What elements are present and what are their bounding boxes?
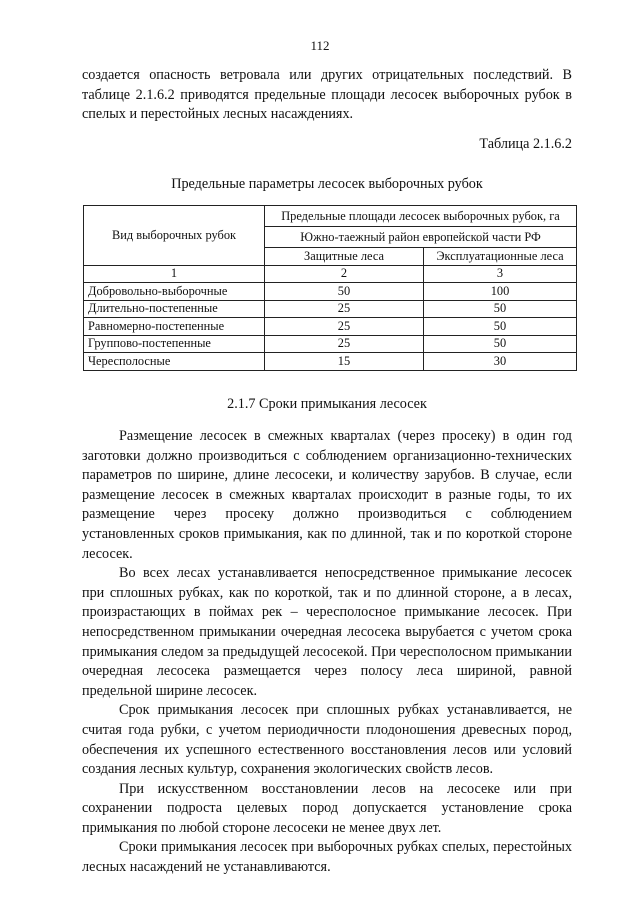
table-row (84, 300, 577, 318)
header-region: Южно-таежный район европейской части РФ (265, 227, 577, 248)
header-protective-forests: Защитные леса (265, 248, 424, 266)
table-row (84, 283, 577, 301)
intro-paragraph: создается опасность ветровала или других отрицательных последствий. В таблице 2.1.6.2 приводятся предельные площади лесосек выборочных рубок в спелых и перестойных лесных насаждениях. (82, 67, 572, 123)
cell-protective: 25 (265, 318, 424, 336)
intro-text-block (82, 66, 572, 125)
cell-cutting-type: Добровольно-выборочные (84, 283, 265, 301)
cell-exploitation: 50 (424, 318, 577, 336)
section-body (82, 427, 572, 878)
cell-cutting-type: Группово-постепенные (84, 335, 265, 353)
limits-table (83, 205, 577, 371)
cell-protective: 50 (265, 283, 424, 301)
cell-cutting-type: Чересполосные (84, 353, 265, 371)
cell-exploitation: 30 (424, 353, 577, 371)
table-label: Таблица 2.1.6.2 (479, 136, 572, 152)
cell-cutting-type: Длительно-постепенные (84, 300, 265, 318)
cell-exploitation: 50 (424, 300, 577, 318)
cell-protective: 15 (265, 353, 424, 371)
body-paragraph: При искусственном восстановлении лесов на лесосеке или при сохранении подроста целевых пород допускается установление срока примыкания по любой стороне лесосеки не менее двух лет. (82, 780, 572, 836)
cell-cutting-type: Равномерно-постепенные (84, 318, 265, 336)
table-row (84, 335, 577, 353)
column-number: 1 (84, 265, 265, 283)
table-row (84, 318, 577, 336)
body-paragraph: Срок примыкания лесосек при сплошных рубках устанавливается, не считая года рубки, с учетом периодичности плодоношения древесных пород, обеспечения их успешного естественного восстановления лесов или условий создания лесных культур, сохранения экологических свойств лесов. (82, 702, 572, 778)
table-header-row (84, 206, 577, 227)
section-title: 2.1.7 Сроки примыкания лесосек (227, 396, 427, 412)
column-number: 3 (424, 265, 577, 283)
cell-exploitation: 100 (424, 283, 577, 301)
table-column-number-row (84, 265, 577, 283)
cell-protective: 25 (265, 335, 424, 353)
header-cutting-type: Вид выборочных рубок (84, 206, 265, 266)
header-limit-areas: Предельные площади лесосек выборочных рубок, га (265, 206, 577, 227)
cell-exploitation: 50 (424, 335, 577, 353)
body-paragraph: Сроки примыкания лесосек при выборочных рубках спелых, перестойных лесных насаждений не устанавливаются. (82, 839, 572, 876)
table-title: Предельные параметры лесосек выборочных рубок (171, 176, 483, 192)
page-number: 112 (310, 38, 330, 53)
table-row (84, 353, 577, 371)
column-number: 2 (265, 265, 424, 283)
body-paragraph: Размещение лесосек в смежных кварталах (через просеку) в один год заготовки должно производиться с соблюдением организационно-технических параметров по ширине, длине лесосеки, и количеству зарубов. В случае, если размещение лесосек в смежных кварталах происходит в разные годы, то их размещение через просеку должно производиться с соблюдением установленных сроков примыкания, как по длинной, так и по короткой стороне лесосек. (82, 428, 572, 562)
body-paragraph: Во всех лесах устанавливается непосредственное примыкание лесосек при сплошных рубках, как по короткой, так и по длинной стороне, а в лесах, произрастающих в поймах рек – чересполосное примыкание лесосек. При непосредственном примыкании очередная лесосека вырубается с учетом срока примыкания следом за предыдущей лесосекой. При чересполосном примыкании очередная лесосека размещается через полосу леса шириной, равной предельной ширине лесосек. (82, 565, 572, 699)
header-exploitation-forests: Эксплуатационные леса (424, 248, 577, 266)
cell-protective: 25 (265, 300, 424, 318)
